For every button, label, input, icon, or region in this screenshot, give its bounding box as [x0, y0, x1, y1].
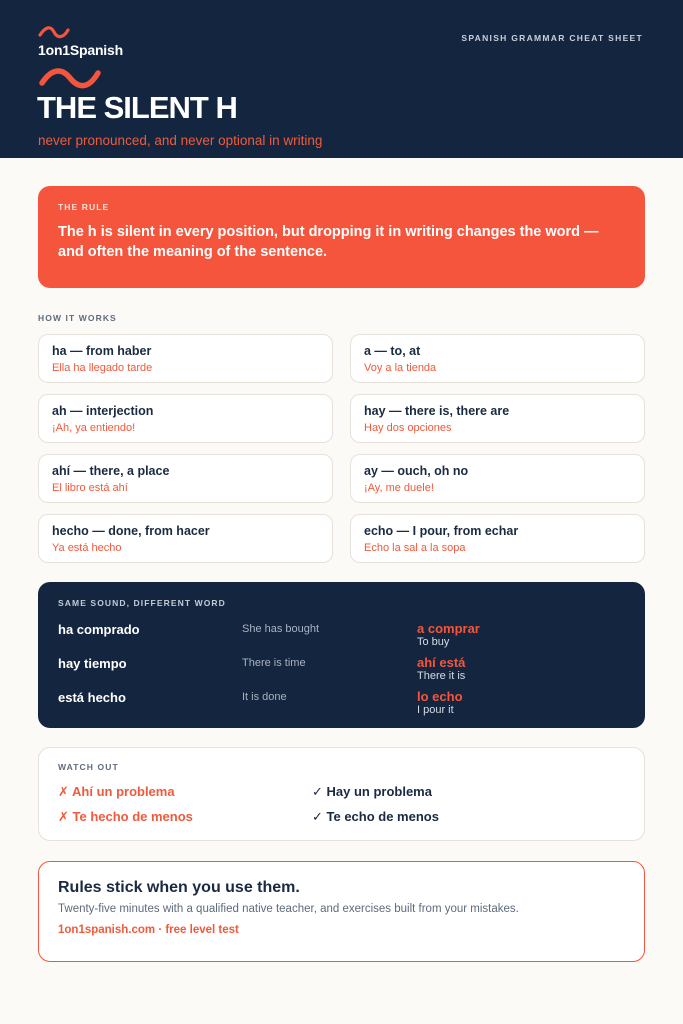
- word-card: [38, 394, 333, 443]
- card-title: hecho — done, from hacer: [52, 524, 210, 538]
- card-example: Ya está hecho: [52, 542, 122, 554]
- page-title: THE SILENT H: [37, 90, 237, 125]
- pair-row: [58, 690, 625, 720]
- card-example: ¡Ay, me duele!: [364, 482, 434, 494]
- pair-alt-meaning: There it is: [417, 670, 466, 682]
- card-title: hay — there is, there are: [364, 404, 510, 418]
- pair-meaning: There is time: [242, 657, 306, 669]
- how-it-works-label: HOW IT WORKS: [38, 313, 117, 323]
- cta-text: Twenty-five minutes with a qualified native teacher, and exercises built from your mistakes.: [58, 903, 519, 915]
- same-sound-label: SAME SOUND, DIFFERENT WORD: [58, 598, 226, 608]
- rule-text: The h is silent in every position, but dropping it in writing changes the word — and often the meaning of the sentence.: [58, 224, 599, 260]
- pair-meaning: It is done: [242, 691, 287, 703]
- header-banner: [0, 0, 683, 158]
- card-title: a — to, at: [364, 344, 421, 358]
- pair-word: hay tiempo: [58, 656, 127, 671]
- rule-box: [38, 186, 645, 288]
- pair-row: [58, 656, 625, 686]
- word-card: [350, 334, 645, 383]
- pair-word: ha comprado: [58, 622, 140, 637]
- card-example: ¡Ah, ya entiendo!: [52, 422, 136, 434]
- brand-name: 1on1Spanish: [38, 42, 123, 58]
- wrong-example: ✗ Te hecho de menos: [58, 809, 193, 824]
- cta-title: Rules stick when you use them.: [58, 879, 300, 896]
- word-card: [38, 454, 333, 503]
- brand-logo[interactable]: [38, 26, 123, 58]
- word-card: [350, 514, 645, 563]
- pair-word: está hecho: [58, 690, 126, 705]
- word-card: [38, 334, 333, 383]
- correct-example: ✓ Hay un problema: [312, 784, 432, 799]
- watch-out-panel: [38, 747, 645, 841]
- pair-row: [58, 622, 625, 652]
- pair-alt-word: lo echo: [417, 689, 463, 704]
- card-example: Voy a la tienda: [364, 362, 437, 374]
- card-title: ha — from haber: [52, 344, 152, 358]
- card-example: Echo la sal a la sopa: [364, 542, 466, 554]
- card-title: ay — ouch, oh no: [364, 464, 469, 478]
- card-example: Ella ha llegado tarde: [52, 362, 153, 374]
- how-it-works-grid: [38, 334, 645, 563]
- same-sound-panel: [38, 582, 645, 728]
- card-title: echo — I pour, from echar: [364, 524, 519, 538]
- cta-panel: [38, 861, 645, 962]
- wave-icon: [38, 67, 102, 91]
- wrong-example: ✗ Ahí un problema: [58, 784, 175, 799]
- rule-label: THE RULE: [58, 202, 110, 212]
- pair-alt-word: ahí está: [417, 655, 466, 670]
- card-example: Hay dos opciones: [364, 422, 452, 434]
- pair-meaning: She has bought: [242, 623, 320, 635]
- card-title: ah — interjection: [52, 404, 154, 418]
- card-title: ahí — there, a place: [52, 464, 170, 478]
- sheet-label: SPANISH GRAMMAR CHEAT SHEET: [461, 33, 643, 43]
- pair-alt-word: a comprar: [417, 621, 480, 636]
- page-subtitle: never pronounced, and never optional in writing: [38, 133, 323, 148]
- pair-alt-meaning: To buy: [417, 636, 450, 648]
- card-example: El libro está ahí: [52, 482, 128, 494]
- word-card: [350, 454, 645, 503]
- word-card: [350, 394, 645, 443]
- cta-link[interactable]: 1on1spanish.com · free level test: [58, 924, 239, 936]
- word-card: [38, 514, 333, 563]
- wave-icon: [38, 26, 70, 40]
- pair-alt-meaning: I pour it: [417, 704, 454, 716]
- correct-example: ✓ Te echo de menos: [312, 809, 439, 824]
- watch-out-label: WATCH OUT: [58, 762, 119, 772]
